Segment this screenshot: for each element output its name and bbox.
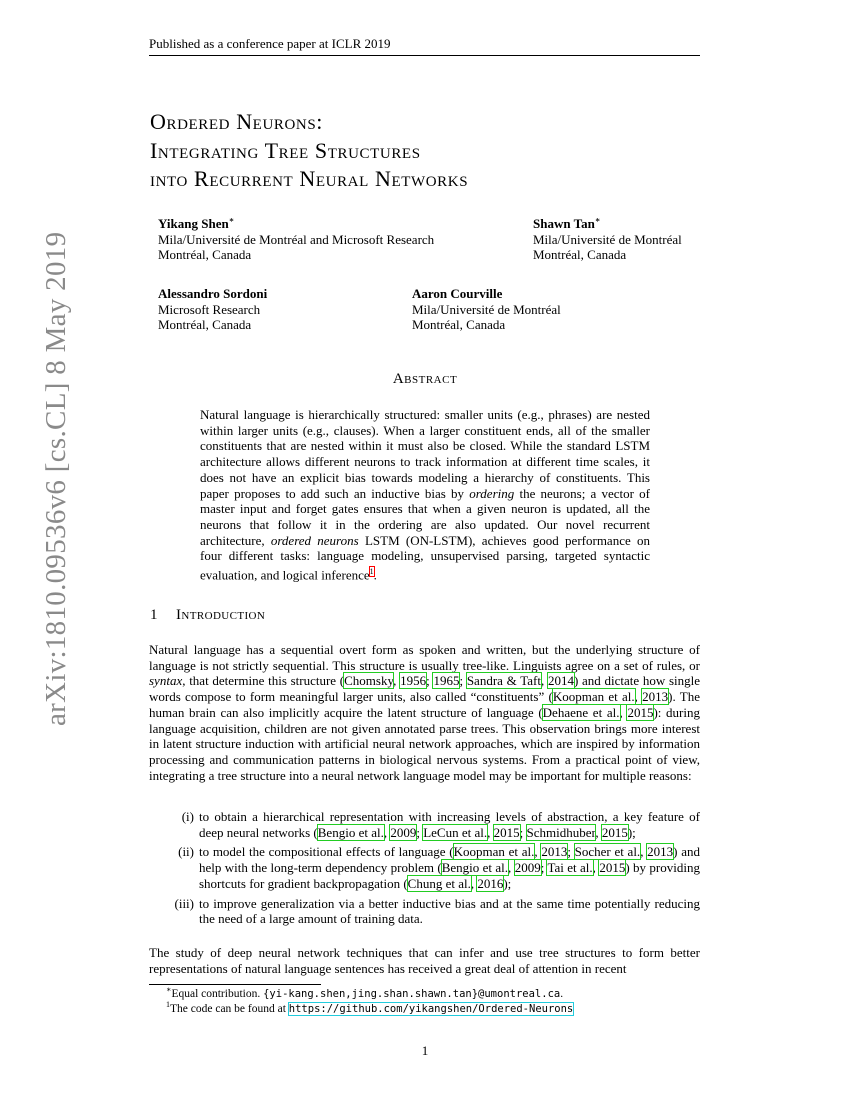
citation-link[interactable]: 2015 [601,824,628,840]
footnote: $^1$The code can be found at https://github.com/yikangshen/Ordered-Neurons [166,1000,574,1015]
citation-link[interactable]: 1956 [400,673,427,689]
citation-link[interactable]: 2009 [390,824,417,840]
citation-link[interactable]: Schmidhuber [526,824,596,840]
author-location: Montréal, Canada [412,317,506,332]
citation-link[interactable]: 2009 [514,860,541,876]
title-line-1: Ordered Neurons: [150,109,323,134]
body-paragraph: The study of deep neural network techniques that can infer and use tree structures to form better representations of natural language sentences has received a great deal of attention in recent [149,945,700,976]
abstract-text: Natural language is hierarchically structured: smaller units (e.g., phrases) are nested within larger units (e.g., clauses). When a larger constituent ends, all of the smaller constituents that are nested within it must also be closed. While the standard LSTM architecture allows different neurons to track information at different time scales, it does not have an explicit bias towards modeling a hierarchy of constituents. This paper proposes to add such an inductive bias by ordering the neurons; a vector of master input and forget gates ensures that when a given neuron is updated, all the neurons that follow it in the ordering are also updated. Our novel recurrent architecture, ordered neurons LSTM (ON-LSTM), achieves good performance on four different tasks: language modeling, unsupervised parsing, targeted syntactic evaluation, and logical inference$^1$. [200,407,650,583]
title-line-2: Integrating Tree Structures [150,137,421,163]
citation-link[interactable]: 2013 [642,689,669,705]
citation-link[interactable]: 2016 [477,875,504,891]
citation-link[interactable]: Sandra & Taft [466,673,541,689]
equal-contribution-mark: ∗ [228,215,235,225]
author-name: Aaron Courville [412,286,503,301]
running-header: Published as a conference paper at ICLR 2019 [149,36,700,56]
author-block [412,286,561,333]
citation-link[interactable]: Chung et al. [407,875,471,891]
author-name: Alessandro Sordoni [158,286,268,301]
page-number: 1 [421,1043,429,1058]
citation-link[interactable]: 2014 [547,673,574,689]
citation-link[interactable]: Chomsky [344,673,394,689]
author-block [158,286,267,333]
footnote-rule [149,984,321,985]
abstract-heading: Abstract [392,371,458,387]
citation-link[interactable]: 2013 [541,844,568,860]
footnote: ∗Equal contribution. {yi-kang.shen,jing.shan.shawn.tan}@umontreal.ca. [166,985,564,1000]
intro-paragraph: Natural language has a sequential overt form as spoken and written, but the underlying structure of language is not strictly sequential. This structure is usually tree-like. Linguists agree on a set of rules, or syntax, that determine this structure (Chomsky, 1956; 1965; Sandra & Taft, 2014) and dictate how single words compose to form meaningful larger units, also called “constituents” (Koopman et al., 2013). The human brain can also implicitly acquire the latent structure of language (Dehaene et al., 2015): during language acquisition, children are not given annotated parse trees. This observation brings more interest in latent structure induction with artificial neural network approaches, which are inspired by information processing and communication patterns in biological nervous systems. From a practical point of view, integrating a tree structure into a neural network language model may be important for multiple reasons: [149,642,701,783]
citation-link[interactable]: 2015 [599,860,626,876]
equal-contribution-mark: ∗ [594,215,601,225]
author-location: Montréal, Canada [158,317,252,332]
author-name: Shawn Tan [533,216,595,231]
author-location: Montréal, Canada [533,247,627,262]
title-line-3: into Recurrent Neural Networks [150,166,469,191]
code-url-link[interactable]: https://github.com/yikangshen/Ordered-Neurons [288,1003,574,1015]
citation-link[interactable]: LeCun et al. [423,824,488,840]
citation-link[interactable]: 2013 [647,844,674,860]
list-item: (iii) to improve generalization via a better inductive bias and at the same time potentially reducing the need of a large amount of training data. [174,895,700,927]
citation-link[interactable]: 1965 [433,673,460,689]
author-block [158,216,434,263]
citation-link[interactable]: 2015 [627,704,654,720]
citation-link[interactable]: 2015 [493,824,520,840]
list-item: (i) to obtain a hierarchical representation with increasing levels of abstraction, a key feature of deep neural networks (Bengio et al., 2009; LeCun et al., 2015; Schmidhuber, 2015); [181,809,700,840]
author-location: Montréal, Canada [158,247,252,262]
author-affiliation: Mila/Université de Montréal [412,301,561,317]
citation-link[interactable]: Koopman et al. [552,689,635,705]
arxiv-stamp: arXiv:1810.09536v6 [cs.CL] 8 May 2019 [40,231,72,726]
author-block [533,216,682,263]
author-name: Yikang Shen [158,216,229,231]
paper-title [150,108,468,194]
section-heading: 1 Introduction [150,607,266,623]
citation-link[interactable]: Socher et al. [574,844,641,860]
author-affiliation: Mila/Université de Montréal [533,231,682,247]
footnotes [166,987,573,1017]
citation-link[interactable]: Tai et al. [547,860,593,876]
email-address: {yi-kang.shen,jing.shan.shawn.tan}@umontreal.ca [263,988,561,1000]
citation-link[interactable]: Koopman et al. [453,844,535,860]
citation-link[interactable]: Bengio et al. [441,860,509,876]
footnote-ref-link[interactable]: 1 [369,567,374,577]
list-item: (ii) to model the compositional effects of language (Koopman et al., 2013; Socher et al., 2013) and help with the long-term dependency problem (Bengio et al., 2009; Tai et al., 2015) by providing shortcuts for gradient backpropagation (Chung et al., 2016); [178,844,700,891]
author-affiliation: Mila/Université de Montréal and Microsoft Research [158,231,435,247]
citation-link[interactable]: Bengio et al. [317,824,384,840]
reasons-list [149,809,700,931]
citation-link[interactable]: Dehaene et al. [542,704,620,720]
author-affiliation: Microsoft Research [158,301,261,317]
